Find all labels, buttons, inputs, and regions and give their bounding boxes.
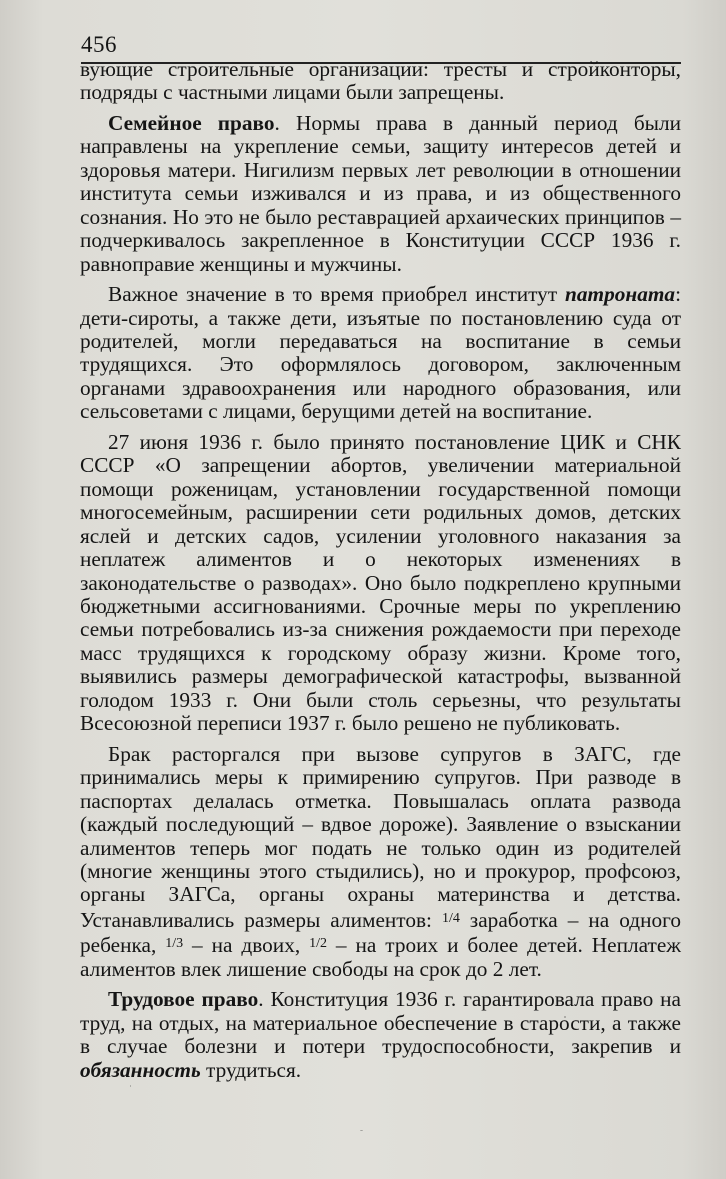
- paragraph-divorce: [80, 743, 681, 982]
- section-title-family-law: Семейное право: [108, 110, 275, 135]
- fraction-half: 1/2: [309, 936, 327, 952]
- paragraph-continuation: [80, 58, 681, 105]
- scan-speck: [564, 1016, 566, 1018]
- paragraph-text: – на двоих,: [183, 933, 310, 958]
- paragraph-text: Важное значение в то время приобрел институт: [108, 282, 566, 307]
- term-obligation: обязанность: [80, 1057, 201, 1082]
- paragraph-abortion-decree: [80, 431, 681, 736]
- term-patronage: патроната: [565, 282, 676, 307]
- fraction-quarter: 1/4: [441, 910, 460, 926]
- paragraph-text: 27 июня 1936 г. было принято постановление ЦИК и СНК СССР «О запрещении абортов, увеличении материальной помощи роженицам, установлении государственной помощи многосемейным, расширении сети родильных домов, детских яслей и детских садов, усилении уголовного наказания за неплатеж алиментов и о некоторых изменениях в законодательстве о разводах». Оно было подкреплено крупными бюджетными ассигнованиями. Срочные меры по укреплению семьи потребовались из-за снижения рождаемости при переходе масс трудящихся к городскому образу жизни. Кроме того, выявились размеры демографической катастрофы, вызванной голодом 1933 г. Они были столь серьезны, что результаты Всесоюзной переписи 1937 г. было решено не публиковать.: [80, 429, 681, 736]
- paragraph-text: трудиться.: [200, 1057, 302, 1082]
- scan-speck: [360, 1130, 363, 1131]
- paragraph-text: : дети-сироты, а также дети, изъятые по постановлению суда от родителей, могли передаваться на воспитание в семьи трудящихся. Это оформлялось договором, заключенным органами здравоохранения или народного образования, или сельсоветами с лицами, берущими детей на воспитание.: [80, 282, 681, 424]
- scan-speck: [130, 1085, 131, 1087]
- paragraph-patronage: [80, 283, 681, 424]
- body-text: [80, 58, 681, 1089]
- section-title-labor-law: Трудовое право: [108, 987, 259, 1012]
- paragraph-text: . Нормы права в данный период были направлены на укрепление семьи, защиту интересов детей и здоровья матери. Нигилизм первых лет революции в отношении института семьи изживался и из права, и из общественного сознания. Но это не было реставрацией архаических принципов – подчеркивалось закрепленное в Конституции СССР 1936 г. равноправие женщины и мужчины.: [80, 110, 681, 276]
- paragraph-text: . Конституция 1936 г. гарантировала право на труд, на отдых, на материальное обеспечение в старости, а также в случае болезни и потери трудоспособности, закрепив и: [80, 987, 681, 1059]
- paragraph-text: – на троих и более детей. Неплатеж алиментов влек лишение свободы на срок до 2 лет.: [80, 933, 681, 981]
- paragraph-labor-law: [80, 988, 681, 1082]
- paragraph-text: Брак расторгался при вызове супругов в ЗАГС, где принимались меры к примирению супругов. При разводе в паспортах делалась отметка. Повышалась оплата развода (каждый последующий – вдвое дороже). Заявление о взыскании алиментов теперь мог подать не только один из родителей (многие женщины этого стыдились), но и прокурор, профсоюз, органы ЗАГСа, органы охраны материнства и детства. Устанавливались размеры алиментов:: [80, 741, 681, 932]
- page-number: 456: [81, 32, 117, 57]
- fraction-third: 1/3: [165, 936, 184, 952]
- paragraph-text: вующие строительные организации: тресты и стройконторы, подряды с частными лицами были запрещены.: [80, 57, 681, 105]
- paragraph-text: заработка – на одного ребенка,: [80, 907, 681, 958]
- paragraph-family-law: [80, 112, 681, 276]
